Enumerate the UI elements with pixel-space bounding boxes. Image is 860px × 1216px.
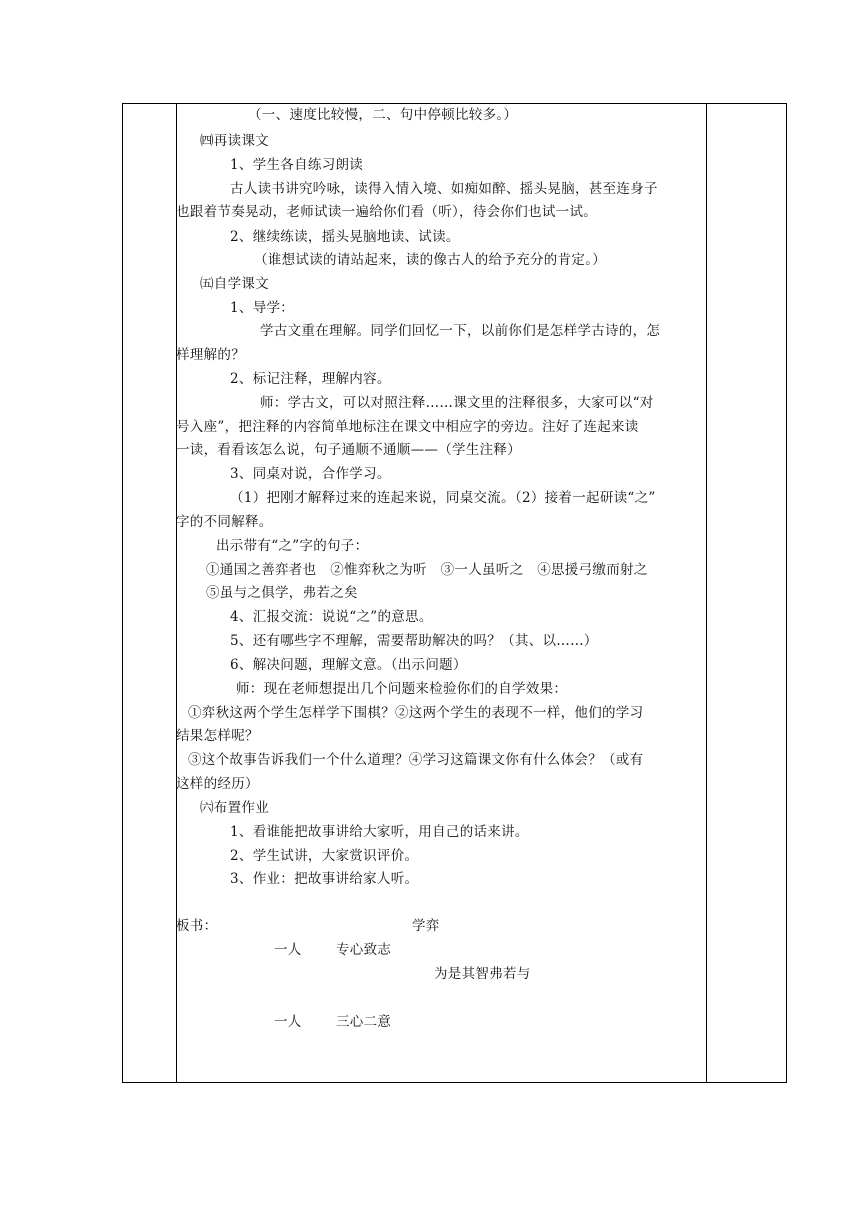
board-row1-right: 专心致志 (336, 942, 392, 958)
text-line: 1、学生各自练习朗读 (230, 157, 364, 173)
text-line: 也跟着节奏晃动，老师试读一遍给你们看（听），待会你们也试一试。 (176, 204, 598, 220)
text-line: 样理解的？ (176, 347, 245, 363)
text-line: 号入座”，把注释的内容简单地标注在课文中相应字的旁边。注好了连起来读 (176, 419, 639, 435)
text-line: ⑤虽与之俱学，弗若之矣 (206, 585, 358, 601)
board-row2-left: 一人 (274, 1014, 302, 1030)
text-line: 3、同桌对说，合作学习。 (230, 466, 391, 482)
section-heading: ㈥布置作业 (200, 800, 269, 816)
text-line: 这样的经历） (176, 776, 259, 792)
text-line: 师：学古文，可以对照注释……课文里的注释很多，大家可以“对 (260, 395, 654, 411)
text-line: 学古文重在理解。同学们回忆一下，以前你们是怎样学古诗的，怎 (260, 323, 661, 339)
text-line: ①通国之善弈者也 ②惟弈秋之为听 ③一人虽听之 ④思援弓缴而射之 (206, 562, 648, 578)
text-line: 一读，看看该怎么说，句子通顺不通顺——（学生注释） (176, 442, 521, 458)
text-line: 出示带有“之”字的句子： (216, 538, 369, 554)
board-middle: 为是其智弗若与 (434, 966, 531, 982)
text-line: 2、继续练读，摇头晃脑地读、试读。 (230, 229, 460, 245)
text-line: 1、看谁能把故事讲给大家听，用自己的话来讲。 (230, 824, 529, 840)
section-heading: ㈤自学课文 (200, 276, 269, 292)
text-line: 4、汇报交流：说说“之”的意思。 (230, 609, 433, 625)
text-line: 5、还有哪些字不理解，需要帮助解决的吗？（其、以……） (230, 633, 598, 649)
text-line: 古人读书讲究吟咏，读得入情入境、如痴如醉、摇头晃脑，甚至连身子 (230, 181, 658, 197)
text-line: ③这个故事告诉我们一个什么道理？④学习这篇课文你有什么体会？（或有 (188, 752, 644, 768)
text-line: 师：现在老师想提出几个问题来检验你们的自学效果： (236, 681, 568, 697)
board-row1-left: 一人 (274, 942, 302, 958)
text-line: ①弈秋这两个学生怎样学下围棋？②这两个学生的表现不一样，他们的学习 (188, 705, 644, 721)
board-label: 板书： (176, 918, 218, 934)
board-row2-right: 三心二意 (336, 1014, 392, 1030)
text-line: （1）把刚才解释过来的连起来说，同桌交流。（2）接着一起研读“之” (230, 490, 656, 506)
text-line: （一、速度比较慢，二、句中停顿比较多。） (248, 107, 518, 123)
text-line: 2、学生试讲，大家赏识评价。 (230, 848, 419, 864)
text-line: 2、标记注释，理解内容。 (230, 371, 391, 387)
lesson-content-cell (176, 103, 706, 1083)
text-line: （谁想试读的请站起来，读的像古人的给予充分的肯定。） (254, 252, 607, 268)
section-heading: ㈣再读课文 (200, 133, 269, 149)
text-line: 1、导学： (230, 300, 295, 316)
board-title: 学弈 (412, 918, 440, 934)
text-line: 字的不同解释。 (176, 514, 273, 530)
column-divider-right (706, 104, 707, 1082)
text-line: 3、作业：把故事讲给家人听。 (230, 871, 419, 887)
text-line: 结果怎样呢？ (176, 728, 259, 744)
text-line: 6、解决问题，理解文意。（出示问题） (230, 657, 467, 673)
